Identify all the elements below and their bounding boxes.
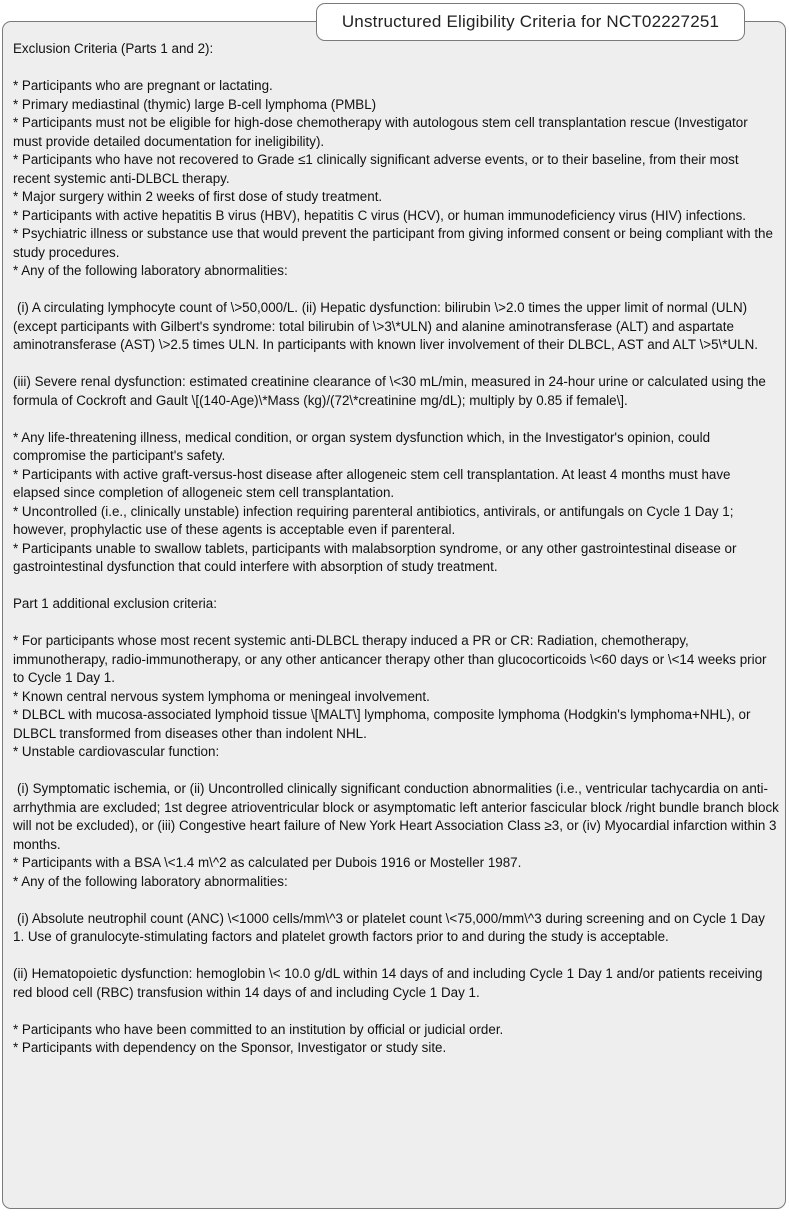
criteria-item: * Any life-threatening illness, medical condition, or organ system dysfunction which, in the Investigator's opinion, could compromise the participant's safety. (13, 429, 711, 463)
criteria-item: * DLBCL with mucosa-associated lymphoid tissue \[MALT\] lymphoma, composite lymphoma (Hodgkin's lymphoma+NHL), or DLBCL transformed from diseases other than indolent NHL. (13, 707, 751, 741)
criteria-item: * Any of the following laboratory abnormalities: (13, 873, 288, 889)
criteria-item: * Uncontrolled (i.e., clinically unstable) infection requiring parenteral antibiotics, antivirals, or antifungals on Cycle 1 Day 1; however, prophylactic use of these agents is acceptable even if parenteral. (13, 503, 734, 537)
criteria-item: * Participants with a BSA \<1.4 m\^2 as calculated per Dubois 1916 or Mosteller 1987. (13, 855, 522, 870)
criteria-subitem: (i) Absolute neutrophil count (ANC) \<1000 cells/mm\^3 or platelet count \<75,000/mm\^3 during screening and on Cycle 1 Day 1. Use of granulocyte-stimulating factors and platelet growth factors prior to and during the study is acceptable. (13, 910, 765, 944)
criteria-subitem: (ii) Hematopoietic dysfunction: hemoglobin \< 10.0 g/dL within 14 days of and including Cycle 1 Day 1 and/or patients receiving red blood cell (RBC) transfusion within 14 days of and including Cycle 1 Day 1. (13, 966, 763, 1000)
criteria-paragraph (13, 1021, 779, 1058)
criteria-item: * Participants with active hepatitis B virus (HBV), hepatitis C virus (HCV), or human immunodeficiency virus (HIV) infections. (13, 207, 747, 223)
criteria-item: * Any of the following laboratory abnormalities: (13, 263, 288, 278)
section-heading: Part 1 additional exclusion criteria: (13, 596, 217, 611)
criteria-paragraph (13, 299, 779, 355)
criteria-item: * For participants whose most recent systemic anti-DLBCL therapy induced a PR or CR: Radiation, chemotherapy, immunotherapy, radio-immunotherapy, or any other anticancer therapy other than glucocorticoids \<60 days or \<14 weeks prior to Cycle 1 Day 1. (13, 633, 767, 685)
criteria-item: * Participants who have been committed to an institution by official or judicial order. (13, 1021, 504, 1037)
criteria-item: * Participants with active graft-versus-host disease after allogeneic stem cell transplantation. At least 4 months must have elapsed since completion of allogeneic stem cell transplantation. (13, 466, 731, 500)
criteria-subitem: (i) A circulating lymphocyte count of \>50,000/L. (ii) Hepatic dysfunction: bilirubin \>2.0 times the upper limit of normal (ULN) (except participants with Gilbert's syndrome: total bilirubin of \>3\*ULN) and alanine aminotransferase (ALT) and aspartate aminotransferase (AST) \>2.5 times ULN. In participants with known liver involvement of their DLBCL, AST and ALT \>5\*ULN. (13, 300, 759, 352)
criteria-item: * Participants with dependency on the Sponsor, Investigator or study site. (13, 1040, 447, 1055)
criteria-item: * Participants unable to swallow tablets, participants with malabsorption syndrome, or any other gastrointestinal disease or gastrointestinal dysfunction that could interfere with absorption of study treatment. (13, 540, 737, 574)
criteria-item: * Participants who are pregnant or lactating. (13, 78, 273, 93)
criteria-paragraph (13, 429, 779, 577)
criteria-paragraph (13, 632, 779, 762)
criteria-paragraph (13, 780, 779, 891)
criteria-item: * Participants must not be eligible for high-dose chemotherapy with autologous stem cell transplantation rescue (Investigator must provide detailed documentation for ineligibility). (13, 115, 748, 149)
criteria-item: * Primary mediastinal (thymic) large B-cell lymphoma (PMBL) (13, 96, 377, 112)
criteria-subitem: (i) Symptomatic ischemia, or (ii) Uncontrolled clinically significant conduction abnormalities (i.e., ventricular tachycardia on anti-arrhythmia are excluded; 1st degree atrioventricular block or asymptomatic left anterior fascicular block /right bundle branch block will not be excluded), or (iii) Congestive heart failure of New York Heart Association Class ≥3, or (iv) Myocardial infarction within 3 months. (13, 781, 779, 852)
section-heading: Exclusion Criteria (Parts 1 and 2): (13, 41, 214, 56)
criteria-paragraph (13, 373, 779, 410)
criteria-paragraph (13, 77, 779, 281)
criteria-item: * Psychiatric illness or substance use that would prevent the participant from giving informed consent or being compliant with the study procedures. (13, 226, 773, 260)
criteria-item: * Major surgery within 2 weeks of first dose of study treatment. (13, 189, 383, 204)
criteria-item: * Unstable cardiovascular function: (13, 744, 220, 759)
criteria-item: * Known central nervous system lymphoma or meningeal involvement. (13, 688, 430, 704)
panel-title: Unstructured Eligibility Criteria for NCT02227251 (316, 3, 745, 41)
criteria-paragraph (13, 40, 779, 59)
criteria-item: * Participants who have not recovered to Grade ≤1 clinically significant adverse events, or to their baseline, from their most recent systemic anti-DLBCL therapy. (13, 152, 739, 186)
criteria-subitem: (iii) Severe renal dysfunction: estimated creatinine clearance of \<30 mL/min, measured in 24-hour urine or calculated using the formula of Cockroft and Gault \[(140-Age)\*Mass (kg)/(72\*creatinine mg/dL); multiply by 0.85 if female\]. (13, 374, 766, 408)
criteria-paragraph (13, 965, 779, 1002)
criteria-paragraph (13, 595, 779, 614)
criteria-text (13, 40, 779, 1076)
criteria-paragraph (13, 910, 779, 947)
